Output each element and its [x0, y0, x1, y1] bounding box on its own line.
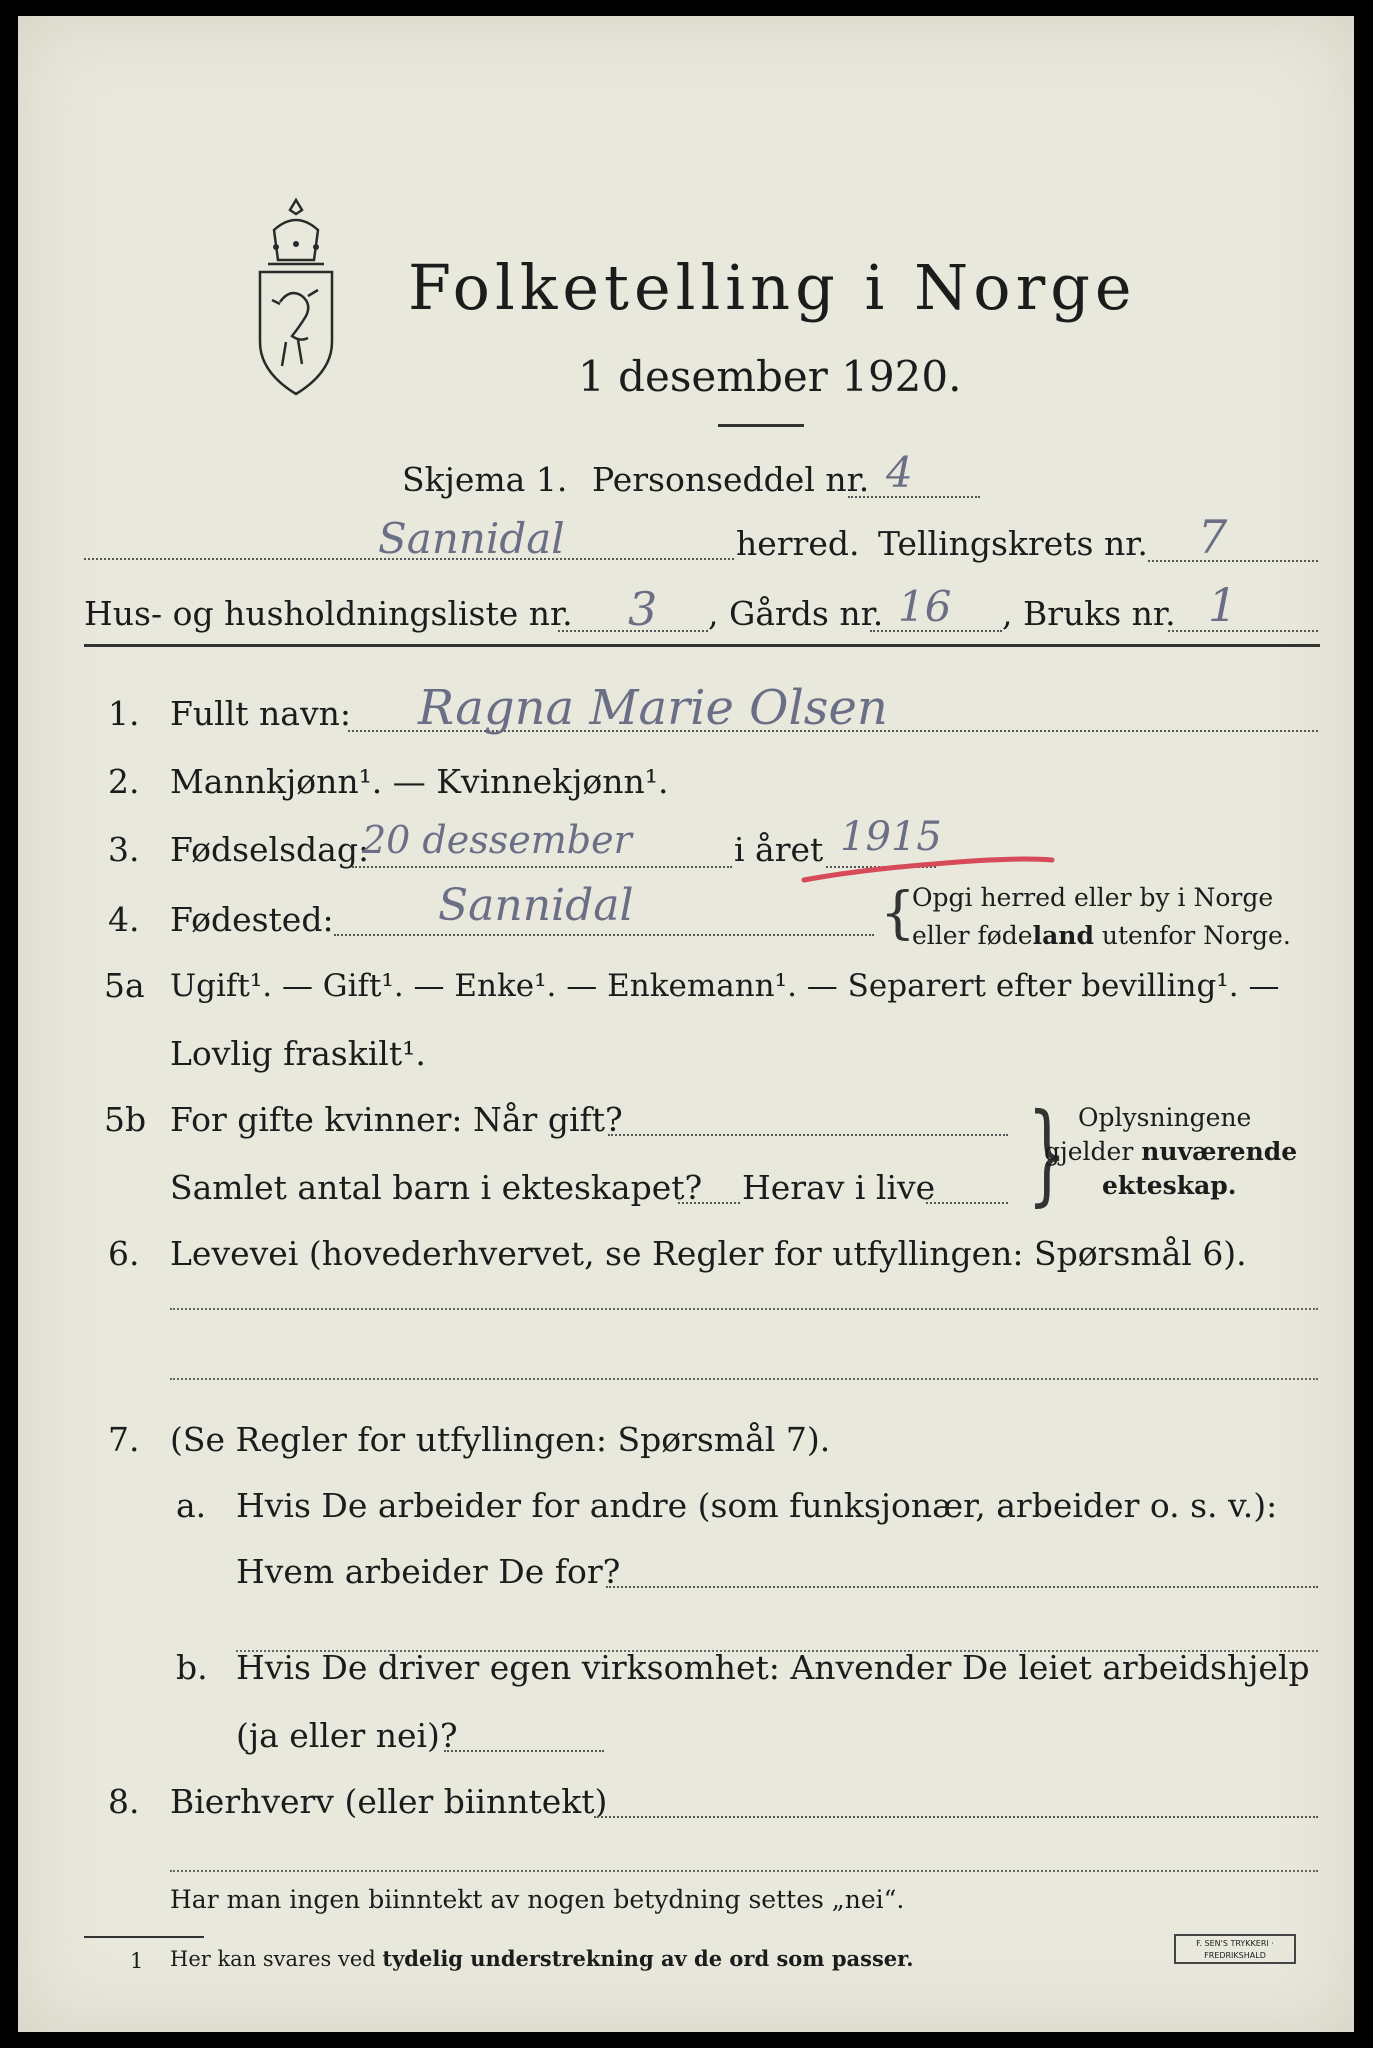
q5b-note2-pre: gjelder — [1044, 1137, 1142, 1166]
q3-day-value: 20 dessember — [362, 818, 632, 862]
footnote-rule — [84, 1936, 204, 1938]
q5b-note1: Oplysningene — [1078, 1103, 1252, 1132]
q6-field-1[interactable] — [170, 1308, 1318, 1310]
q6-label: Levevei (hovederhvervet, se Regler for utfyllingen: Spørsmål 6). — [170, 1234, 1247, 1273]
q7a-line2: Hvem arbeider De for? — [236, 1552, 621, 1591]
q5b-children-field[interactable] — [678, 1202, 740, 1204]
q7b-line1: Hvis De driver egen virksomhet: Anvender De leiet arbeidshjelp — [236, 1648, 1310, 1687]
q5b-alive-field[interactable] — [926, 1202, 1008, 1204]
printer-stamp-text: F. SEN'S TRYKKERI · FREDRIKSHALD — [1196, 1939, 1274, 1960]
q8-field-1[interactable] — [594, 1816, 1318, 1818]
q3-label: Fødselsdag: — [170, 830, 370, 869]
norwegian-lion-icon — [246, 192, 346, 398]
herred-value: Sannidal — [378, 514, 565, 563]
bruks-field[interactable] — [1168, 630, 1318, 632]
q5b-line2b: Herav i live — [742, 1168, 936, 1207]
skjema-label: Skjema 1. — [402, 460, 568, 499]
q3-number: 3. — [108, 830, 140, 869]
printer-stamp — [1174, 1934, 1296, 1964]
q4-note-line2-pre: eller føde — [912, 921, 1033, 950]
bruks-label: , Bruks nr. — [1002, 594, 1176, 633]
q8-number: 8. — [108, 1782, 140, 1821]
herred-label: herred. — [736, 524, 860, 563]
q5a-number: 5a — [104, 966, 145, 1005]
q5b-note-bracket: } — [1027, 1088, 1067, 1218]
q7-number: 7. — [108, 1420, 140, 1459]
q5a-line2: Lovlig fraskilt¹. — [170, 1034, 426, 1073]
q7a-number: a. — [176, 1486, 207, 1525]
q1-label: Fullt navn: — [170, 694, 351, 733]
footnote-bold: tydelig understrekning av de ord som passer. — [382, 1946, 914, 1971]
q5b-line1: For gifte kvinner: Når gift? — [170, 1100, 623, 1139]
q8-label: Bierhverv (eller biinntekt) — [170, 1782, 608, 1821]
tellingskrets-label: Tellingskrets nr. — [878, 524, 1148, 563]
personseddel-label: Personseddel nr. — [592, 460, 870, 499]
q5a-line1: Ugift¹. — Gift¹. — Enke¹. — Enkemann¹. — Separert efter bevilling¹. — — [170, 968, 1280, 1004]
q5b-number: 5b — [104, 1100, 147, 1139]
personseddel-value: 4 — [886, 448, 913, 497]
q3-day-field[interactable] — [352, 866, 732, 868]
footnote-pre: Her kan svares ved — [170, 1947, 383, 1971]
q4-value: Sannidal — [438, 880, 634, 931]
q4-label: Fødested: — [170, 900, 334, 939]
q2-number: 2. — [108, 762, 140, 801]
q4-note-line2 — [912, 920, 1291, 952]
title-divider — [718, 424, 804, 427]
q5b-note2 — [1044, 1136, 1297, 1168]
q8-note: Har man ingen biinntekt av nogen betydning settes „nei“. — [170, 1885, 905, 1914]
hus-value: 3 — [628, 582, 658, 636]
gaards-value: 16 — [898, 582, 952, 631]
q4-note-line2-post: utenfor Norge. — [1093, 921, 1291, 950]
tellingskrets-field[interactable] — [1148, 560, 1318, 562]
tellingskrets-value: 7 — [1198, 510, 1228, 564]
q7b-line2: (ja eller nei)? — [236, 1716, 458, 1755]
q7b-number: b. — [176, 1648, 208, 1687]
q3-year-value: 1915 — [840, 814, 942, 860]
q7a-field-1[interactable] — [606, 1586, 1318, 1588]
q4-note-line2-bold: land — [1032, 921, 1094, 950]
q7a-line1: Hvis De arbeider for andre (som funksjonær, arbeider o. s. v.): — [236, 1486, 1278, 1525]
gaards-label: , Gårds nr. — [708, 594, 884, 633]
q1-number: 1. — [108, 694, 140, 733]
q4-note-bracket: { — [880, 881, 916, 946]
q7b-field[interactable] — [444, 1750, 604, 1752]
header-rule — [84, 644, 1320, 647]
footnote-text — [170, 1946, 914, 1972]
q6-number: 6. — [108, 1234, 140, 1273]
q5b-married-field[interactable] — [608, 1134, 1008, 1136]
page-title: Folketelling i Norge — [408, 251, 1137, 324]
bruks-value: 1 — [1208, 578, 1238, 632]
q3-year-label: i året — [734, 830, 824, 869]
q6-field-2[interactable] — [170, 1378, 1318, 1380]
q8-field-2[interactable] — [170, 1870, 1318, 1872]
q7-label: (Se Regler for utfyllingen: Spørsmål 7). — [170, 1420, 831, 1459]
census-form — [18, 16, 1354, 2032]
census-date: 1 desember 1920. — [578, 352, 962, 401]
footnote-mark: 1 — [130, 1949, 144, 1973]
q4-field[interactable] — [334, 934, 874, 936]
hus-label: Hus- og husholdningsliste nr. — [84, 594, 573, 633]
q2-label: Mannkjønn¹. — Kvinnekjønn¹. — [170, 762, 669, 801]
q4-number: 4. — [108, 900, 140, 939]
q5b-note3: ekteskap. — [1102, 1171, 1237, 1200]
personseddel-field[interactable] — [848, 496, 980, 498]
q5b-line2a: Samlet antal barn i ekteskapet? — [170, 1168, 703, 1207]
q5b-note2-bold: nuværende — [1141, 1137, 1298, 1166]
q1-value: Ragna Marie Olsen — [418, 680, 888, 736]
q4-note-line1: Opgi herred eller by i Norge — [912, 883, 1274, 912]
